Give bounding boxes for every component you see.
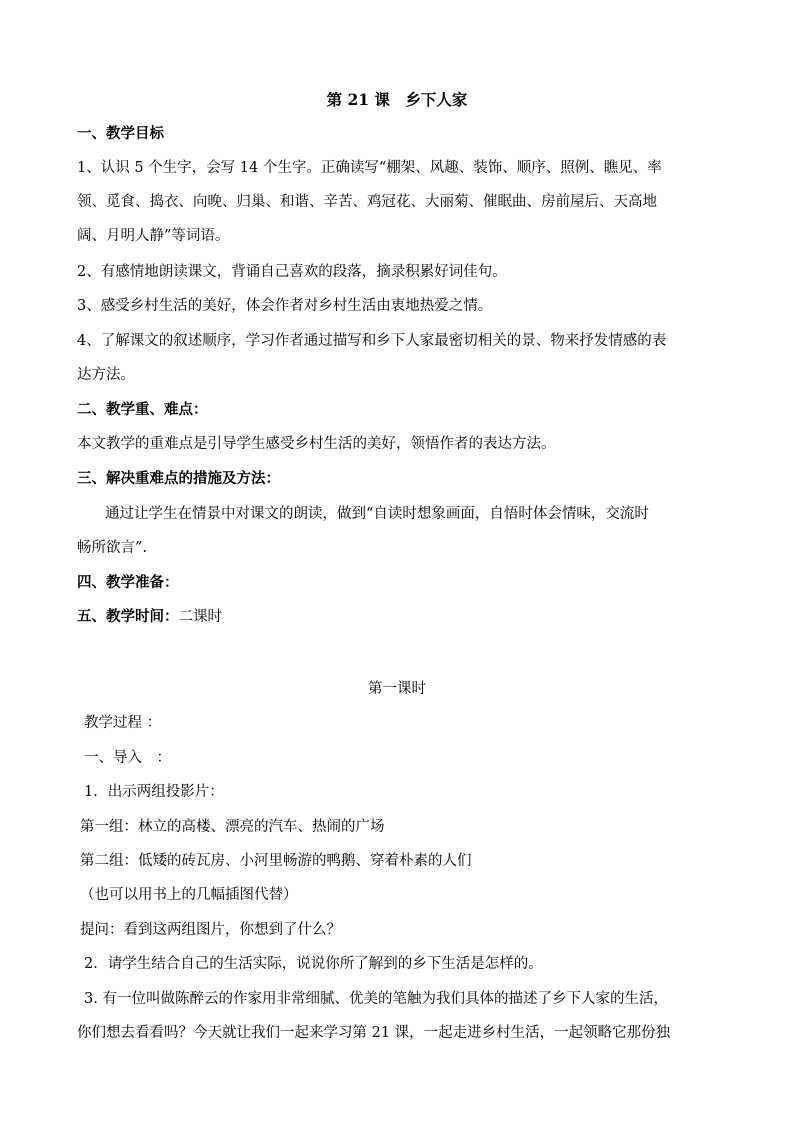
intro-heading: 一、导入 ：	[84, 750, 171, 766]
question: 提问：看到这两组图片，你想到了什么？	[80, 922, 341, 938]
key-points-text: 本文教学的重难点是引导学生感受乡村生活的美好，领悟作者的表达方法。	[77, 436, 556, 452]
goal-1-line-3: 阔、月明人静”等词语。	[77, 228, 230, 244]
section-heading-time: 五、教学时间：	[77, 608, 179, 625]
goal-2: 2、有感情地朗读课文，背诵自己喜欢的段落，摘录积累好词佳句。	[77, 264, 507, 280]
goal-3: 3、感受乡村生活的美好，体会作者对乡村生活由衷地热爱之情。	[77, 298, 493, 314]
process-heading: 教学过程 ：	[84, 715, 162, 731]
methods-line-1: 通过让学生在情景中对课文的朗读，做到“自读时想象画面，自悟时体会情味，交流时	[105, 506, 649, 522]
section-heading-methods: 三、解决重难点的措施及方法：	[77, 470, 280, 487]
group-2: 第二组：低矮的砖瓦房、小河里畅游的鸭鹅、穿着朴素的人们	[80, 853, 472, 869]
lesson-subtitle: 第一课时	[368, 681, 426, 697]
page-title: 第 21 课 乡下人家	[326, 90, 468, 109]
step-3-line-2: 你们想去看看吗？今天就让我们一起来学习第 21 课，一起走进乡村生活，一起领略它那份独	[77, 1025, 671, 1041]
illustration-note: （也可以用书上的几幅插图代替）	[80, 887, 298, 903]
section-time	[77, 607, 737, 627]
goal-4-line-1: 4、了解课文的叙述顺序，学习作者通过描写和乡下人家最密切相关的景、物来抒发情感的表	[77, 333, 667, 349]
step-2: 2．请学生结合自己的生活实际，说说你所了解到的乡下生活是怎样的。	[84, 956, 543, 972]
section-heading-key-points: 二、教学重、难点：	[77, 401, 208, 418]
step-3-line-1: 3. 有一位叫做陈醉云的作家用非常细腻、优美的笔触为我们具体的描述了乡下人家的生活，	[84, 991, 668, 1007]
goal-4-line-2: 达方法。	[77, 367, 135, 383]
goal-1-line-1: 1、认识 5 个生字，会写 14 个生字。正确读写“棚架、风趣、装饰、顺序、照例、瞧见、率	[77, 160, 662, 176]
section-heading-preparation: 四、教学准备：	[77, 574, 179, 591]
step-1: 1．出示两组投影片：	[84, 784, 224, 800]
methods-line-2: 畅所欲言”.	[77, 540, 148, 556]
section-heading-goals: 一、教学目标	[77, 125, 164, 142]
goal-1-line-2: 领、觅食、捣衣、向晚、归巢、和谐、辛苦、鸡冠花、大丽菊、催眠曲、房前屋后、天高地	[77, 194, 657, 210]
group-1: 第一组：林立的高楼、漂亮的汽车、热闹的广场	[80, 819, 385, 835]
section-time-value: 二课时	[178, 609, 222, 625]
